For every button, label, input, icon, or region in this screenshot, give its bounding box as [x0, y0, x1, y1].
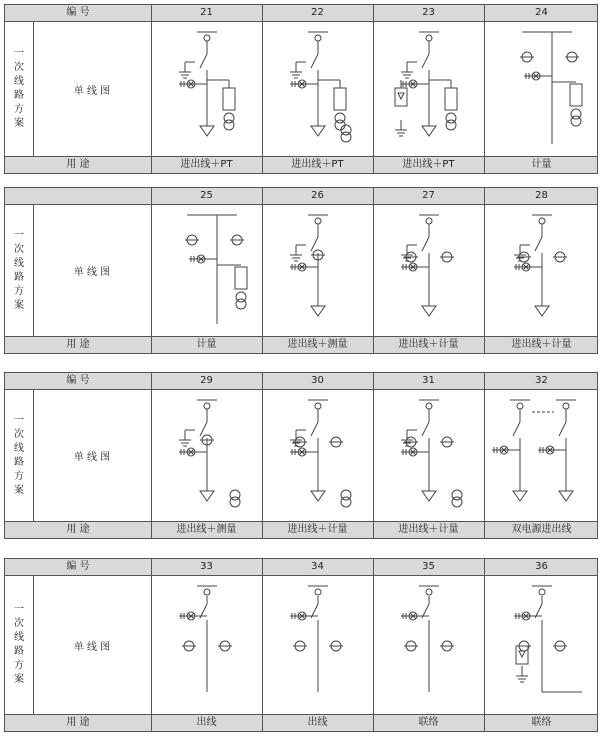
scheme-usage-23: 进出线＋PT — [402, 159, 455, 170]
switchgear-pt-diagram-icon — [152, 22, 262, 154]
dual-power-feeder-icon — [485, 390, 599, 519]
scheme-usage-33: 出线 — [196, 717, 217, 728]
side-label-text: 一次线路方案 — [14, 414, 24, 496]
scheme-diagram-26 — [263, 205, 373, 334]
side-label-text: 一次线路方案 — [14, 229, 24, 311]
usage-row — [5, 336, 597, 353]
usage-header-label: 用 途 — [66, 339, 90, 350]
outgoing-line-icon — [152, 576, 262, 712]
circuit-scheme-side-label — [5, 22, 33, 156]
scheme-usage-21: 进出线＋PT — [180, 159, 233, 170]
scheme-number-27: 27 — [422, 190, 435, 201]
single-line-diagram-label: 单 线 图 — [73, 267, 111, 278]
scheme-number-28: 28 — [535, 190, 548, 201]
circuit-scheme-side-label — [5, 576, 33, 714]
number-header-label: 编 号 — [66, 375, 90, 386]
side-label-text: 一次线路方案 — [14, 604, 24, 685]
scheme-number-31: 31 — [422, 375, 435, 386]
scheme-diagram-21 — [152, 22, 262, 154]
scheme-diagram-36 — [485, 576, 599, 712]
scheme-number-36: 36 — [535, 561, 548, 572]
switchgear-pt-arrester-icon — [374, 22, 484, 154]
scheme-usage-28: 进出线＋计量 — [511, 339, 572, 350]
tie-line-arrester-icon — [485, 576, 599, 712]
scheme-header-row — [5, 5, 597, 22]
scheme-number-29: 29 — [200, 375, 213, 386]
scheme-number-34: 34 — [311, 561, 324, 572]
scheme-usage-35: 联络 — [418, 717, 439, 728]
number-header-label: 编 号 — [66, 7, 90, 18]
tie-line-icon — [374, 576, 484, 712]
number-header-label — [5, 188, 151, 204]
scheme-usage-26: 进出线＋测量 — [287, 339, 348, 350]
scheme-usage-30: 进出线＋计量 — [287, 524, 348, 535]
usage-header-label: 用 途 — [66, 159, 90, 170]
scheme-table-4 — [4, 558, 598, 732]
circuit-scheme-side-label — [5, 390, 33, 521]
scheme-header-row — [5, 559, 597, 576]
scheme-usage-36: 联络 — [531, 717, 552, 728]
scheme-usage-29: 进出线＋测量 — [176, 524, 237, 535]
scheme-diagram-27 — [374, 205, 484, 334]
scheme-number-23: 23 — [422, 7, 435, 18]
feeder-measure-transformer-icon — [152, 390, 262, 519]
feeder-measure-icon — [263, 205, 373, 334]
scheme-number-33: 33 — [200, 561, 213, 572]
feeder-metering-triple-icon — [485, 205, 599, 334]
metering-diagram-icon — [485, 22, 599, 154]
scheme-diagram-34 — [263, 576, 373, 712]
usage-row — [5, 521, 597, 538]
circuit-scheme-side-label — [5, 205, 33, 336]
scheme-number-35: 35 — [422, 561, 435, 572]
number-header-label: 编 号 — [66, 561, 90, 572]
side-label-text: 一次线路方案 — [14, 48, 24, 129]
usage-header-label: 用 途 — [66, 524, 90, 535]
scheme-usage-31: 进出线＋计量 — [398, 524, 459, 535]
single-line-diagram-label: 单 线 图 — [73, 85, 111, 97]
scheme-number-26: 26 — [311, 190, 324, 201]
feeder-metering-transformer-alt-icon — [374, 390, 484, 519]
scheme-number-24: 24 — [535, 7, 548, 18]
scheme-diagram-32 — [485, 390, 599, 519]
feeder-metering-transformer-icon — [263, 390, 373, 519]
scheme-diagram-31 — [374, 390, 484, 519]
scheme-table-2 — [4, 187, 598, 354]
single-line-diagram-label: 单 线 图 — [73, 452, 111, 463]
scheme-usage-34: 出线 — [307, 717, 328, 728]
scheme-diagram-22 — [263, 22, 373, 154]
scheme-diagram-29 — [152, 390, 262, 519]
scheme-usage-27: 进出线＋计量 — [398, 339, 459, 350]
single-line-diagram-label: 单 线 图 — [73, 641, 111, 653]
scheme-usage-25: 计量 — [196, 339, 217, 350]
outgoing-line-interlock-icon — [263, 576, 373, 712]
scheme-diagram-23 — [374, 22, 484, 154]
scheme-table-1 — [4, 4, 598, 174]
scheme-diagram-30 — [263, 390, 373, 519]
scheme-diagram-35 — [374, 576, 484, 712]
scheme-number-30: 30 — [311, 375, 324, 386]
scheme-usage-22: 进出线＋PT — [291, 159, 344, 170]
scheme-number-32: 32 — [535, 375, 548, 386]
usage-header-label: 用 途 — [66, 717, 90, 728]
scheme-diagram-25 — [152, 205, 262, 334]
scheme-header-row — [5, 373, 597, 390]
scheme-number-22: 22 — [311, 7, 324, 18]
scheme-table-3 — [4, 372, 598, 539]
usage-row — [5, 714, 597, 731]
scheme-diagram-28 — [485, 205, 599, 334]
switchgear-pt-dual-transformer-icon — [263, 22, 373, 154]
usage-row — [5, 156, 597, 173]
scheme-number-25: 25 — [200, 190, 213, 201]
metering-transformer-icon — [152, 205, 262, 334]
scheme-diagram-24 — [485, 22, 599, 154]
scheme-diagram-33 — [152, 576, 262, 712]
scheme-number-21: 21 — [200, 7, 213, 18]
scheme-usage-32: 双电源进出线 — [511, 524, 572, 535]
scheme-header-row — [5, 188, 597, 205]
scheme-usage-24: 计量 — [531, 159, 552, 170]
feeder-metering-icon — [374, 205, 484, 334]
